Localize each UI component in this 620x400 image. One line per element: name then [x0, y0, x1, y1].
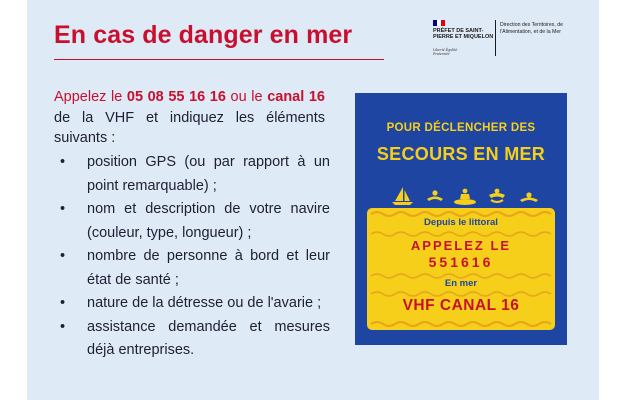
list-item-text: nombre de personne à bord et leur état de santé ; [87, 248, 330, 288]
list-item-text: position GPS (ou par rapport à un point remarquable) ; [87, 154, 330, 194]
sailboat-icon [392, 187, 413, 205]
poster-heading-small: POUR DÉCLENCHER DES [386, 122, 536, 134]
title-underline [54, 59, 384, 60]
coast-label: Depuis le littoral [424, 217, 498, 228]
page-title: En cas de danger en mer [54, 21, 353, 49]
list-item [54, 151, 330, 198]
contact-box [367, 208, 555, 330]
republic-motto: Liberté Égalité Fraternité [433, 48, 458, 56]
call-label: APPELEZ LE [410, 238, 512, 253]
phone-number: 05 08 55 16 16 [126, 89, 226, 105]
person-swimming-icon [427, 190, 443, 201]
direction-label: Direction des Territoires, de l'Alimentation, et de la Mer [500, 22, 564, 35]
list-item [54, 316, 330, 363]
bullet-icon: • [60, 154, 66, 170]
bullet-icon: • [60, 318, 66, 335]
list-item [54, 198, 330, 245]
sea-activity-icons [387, 185, 547, 207]
intro-text-start: Appelez le [54, 89, 127, 105]
bullet-icon: • [60, 201, 66, 217]
intro-text-end: de la VHF et indiquez les éléments suivants : [54, 109, 325, 146]
emergency-number: 551616 [428, 254, 494, 270]
at-sea-label: En mer [444, 278, 478, 289]
rescue-poster [355, 93, 567, 345]
list-item-text: assistance demandée et mesures déjà entreprises. [87, 318, 330, 358]
bullet-icon: • [60, 295, 66, 311]
intro-text-or: ou le [225, 89, 268, 105]
prefet-label: PRÉFET DE SAINT-PIERRE ET MIQUELON [433, 28, 494, 41]
vhf-channel-label: VHF CANAL 16 [402, 297, 520, 314]
prefecture-logo [430, 18, 590, 64]
vhf-channel: canal 16 [267, 89, 325, 105]
raft-icon [454, 189, 476, 205]
list-item [54, 245, 330, 292]
diver-icon [489, 189, 505, 202]
french-flag-icon [433, 20, 445, 26]
bullet-icon: • [60, 248, 66, 264]
intro-paragraph [54, 87, 325, 149]
list-item-text: nom et description de votre navire (couleur, type, longueur) ; [87, 201, 330, 241]
swimmer-icon [520, 192, 538, 202]
list-item-text: nature de la détresse ou de l'avarie ; [87, 295, 322, 311]
poster-heading-large: SECOURS EN MER [376, 144, 546, 164]
list-item [54, 292, 330, 316]
instructions-list [54, 151, 330, 363]
logo-divider [495, 20, 496, 56]
